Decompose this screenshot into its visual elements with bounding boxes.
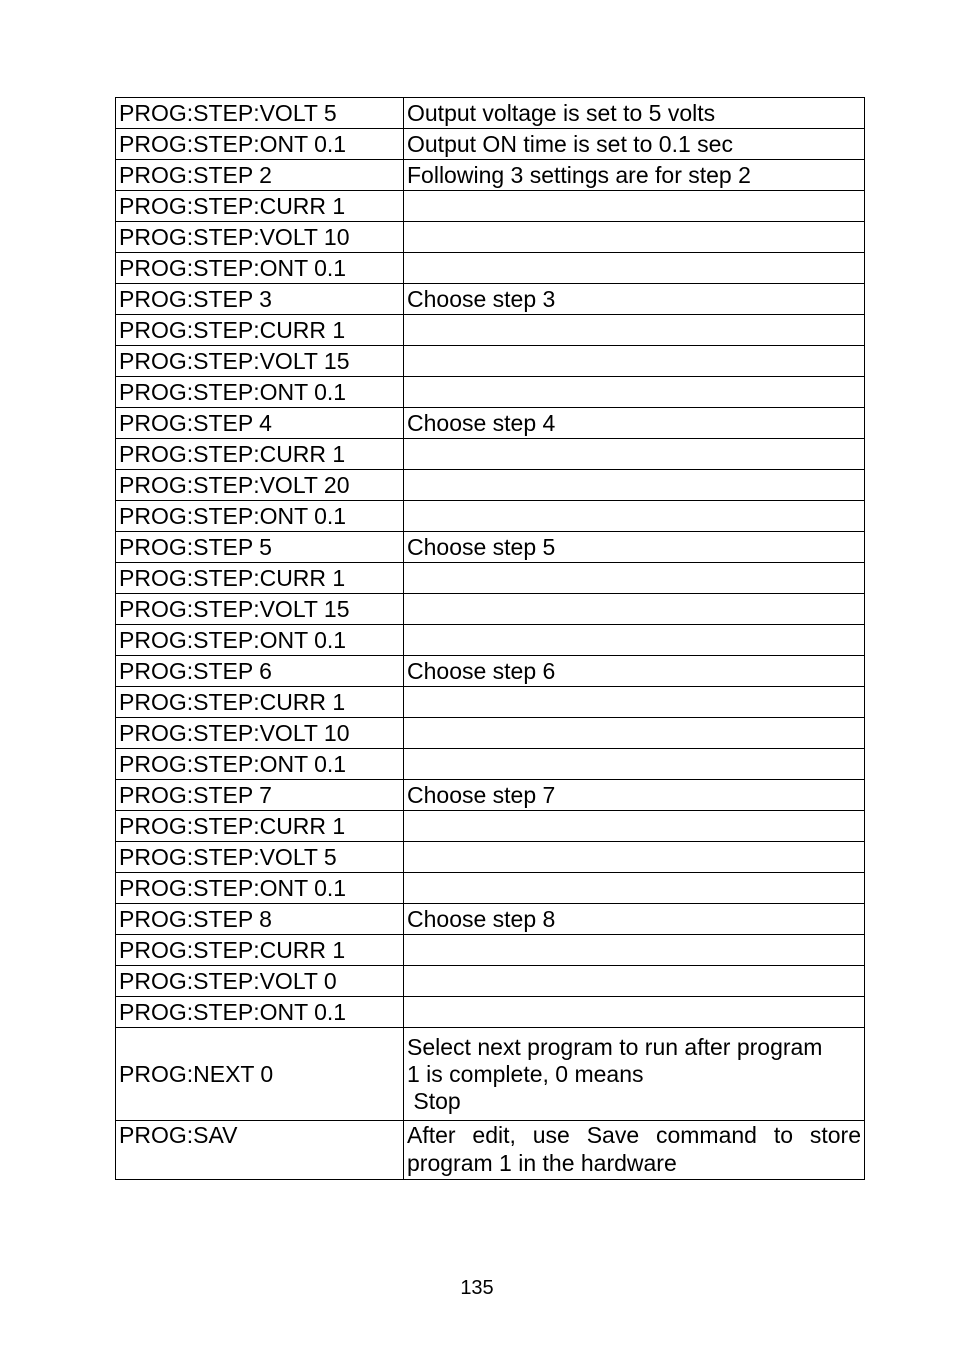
description-cell (404, 594, 865, 625)
command-cell: PROG:STEP:VOLT 5 (116, 98, 404, 129)
table-row (116, 904, 865, 935)
command-cell: PROG:SAV (116, 1121, 404, 1180)
table-row (116, 284, 865, 315)
command-cell: PROG:STEP 2 (116, 160, 404, 191)
table-row (116, 222, 865, 253)
command-cell: PROG:STEP 6 (116, 656, 404, 687)
table-row (116, 129, 865, 160)
table-row (116, 997, 865, 1028)
page-number: 135 (460, 1277, 494, 1299)
table-row (116, 470, 865, 501)
table-row (116, 439, 865, 470)
command-cell: PROG:STEP:VOLT 10 (116, 718, 404, 749)
description-cell: Output voltage is set to 5 volts (404, 98, 865, 129)
command-cell: PROG:STEP:CURR 1 (116, 563, 404, 594)
command-cell: PROG:STEP:ONT 0.1 (116, 377, 404, 408)
description-cell (404, 470, 865, 501)
command-cell: PROG:STEP:ONT 0.1 (116, 873, 404, 904)
command-cell: PROG:STEP:VOLT 15 (116, 594, 404, 625)
table-row (116, 377, 865, 408)
command-table-body (116, 98, 865, 1180)
description-cell (404, 439, 865, 470)
table-row (116, 563, 865, 594)
command-cell: PROG:STEP 4 (116, 408, 404, 439)
description-cell: Choose step 8 (404, 904, 865, 935)
command-cell: PROG:STEP 3 (116, 284, 404, 315)
description-cell (404, 253, 865, 284)
table-row (116, 656, 865, 687)
description-cell (404, 997, 865, 1028)
command-cell: PROG:STEP:ONT 0.1 (116, 253, 404, 284)
table-row (116, 842, 865, 873)
description-cell (404, 191, 865, 222)
table-row (116, 811, 865, 842)
description-cell (404, 811, 865, 842)
command-table (115, 97, 865, 1180)
command-cell: PROG:STEP:CURR 1 (116, 315, 404, 346)
description-cell (404, 346, 865, 377)
description-cell: Output ON time is set to 0.1 sec (404, 129, 865, 160)
command-cell: PROG:STEP:VOLT 15 (116, 346, 404, 377)
table-row (116, 935, 865, 966)
description-cell (404, 687, 865, 718)
table-row (116, 98, 865, 129)
table-row (116, 191, 865, 222)
table-row (116, 346, 865, 377)
command-cell: PROG:STEP 8 (116, 904, 404, 935)
command-cell: PROG:STEP:CURR 1 (116, 935, 404, 966)
table-row (116, 718, 865, 749)
description-cell: Choose step 6 (404, 656, 865, 687)
table-row (116, 253, 865, 284)
command-cell: PROG:STEP:ONT 0.1 (116, 997, 404, 1028)
table-row (116, 1121, 865, 1180)
command-cell: PROG:STEP:CURR 1 (116, 191, 404, 222)
command-cell: PROG:STEP:VOLT 20 (116, 470, 404, 501)
table-row (116, 594, 865, 625)
description-cell: Choose step 5 (404, 532, 865, 563)
command-cell: PROG:STEP:ONT 0.1 (116, 501, 404, 532)
command-cell: PROG:STEP:VOLT 0 (116, 966, 404, 997)
description-cell (404, 842, 865, 873)
table-row (116, 408, 865, 439)
description-cell (404, 563, 865, 594)
description-cell (404, 222, 865, 253)
description-cell: After edit, use Save command to store program 1 in the hardware (404, 1121, 865, 1180)
table-row (116, 315, 865, 346)
description-cell: Choose step 3 (404, 284, 865, 315)
command-cell: PROG:NEXT 0 (116, 1028, 404, 1121)
command-cell: PROG:STEP:VOLT 10 (116, 222, 404, 253)
description-cell: Following 3 settings are for step 2 (404, 160, 865, 191)
command-cell: PROG:STEP:CURR 1 (116, 439, 404, 470)
table-row (116, 532, 865, 563)
command-cell: PROG:STEP 7 (116, 780, 404, 811)
description-cell (404, 966, 865, 997)
table-row (116, 873, 865, 904)
table-row (116, 160, 865, 191)
command-cell: PROG:STEP:CURR 1 (116, 811, 404, 842)
command-cell: PROG:STEP:ONT 0.1 (116, 625, 404, 656)
command-cell: PROG:STEP 5 (116, 532, 404, 563)
command-cell: PROG:STEP:VOLT 5 (116, 842, 404, 873)
description-cell (404, 501, 865, 532)
description-cell (404, 718, 865, 749)
command-cell: PROG:STEP:ONT 0.1 (116, 749, 404, 780)
table-row (116, 625, 865, 656)
description-cell (404, 749, 865, 780)
description-cell: Choose step 4 (404, 408, 865, 439)
command-cell: PROG:STEP:CURR 1 (116, 687, 404, 718)
table-row (116, 501, 865, 532)
description-cell (404, 625, 865, 656)
description-cell (404, 377, 865, 408)
description-cell: Select next program to run after program 1 is complete, 0 means Stop (404, 1028, 865, 1121)
description-cell (404, 873, 865, 904)
command-cell: PROG:STEP:ONT 0.1 (116, 129, 404, 160)
table-row (116, 966, 865, 997)
description-cell (404, 935, 865, 966)
table-row (116, 749, 865, 780)
table-row (116, 780, 865, 811)
table-row (116, 687, 865, 718)
description-cell: Choose step 7 (404, 780, 865, 811)
table-row (116, 1028, 865, 1121)
description-cell (404, 315, 865, 346)
